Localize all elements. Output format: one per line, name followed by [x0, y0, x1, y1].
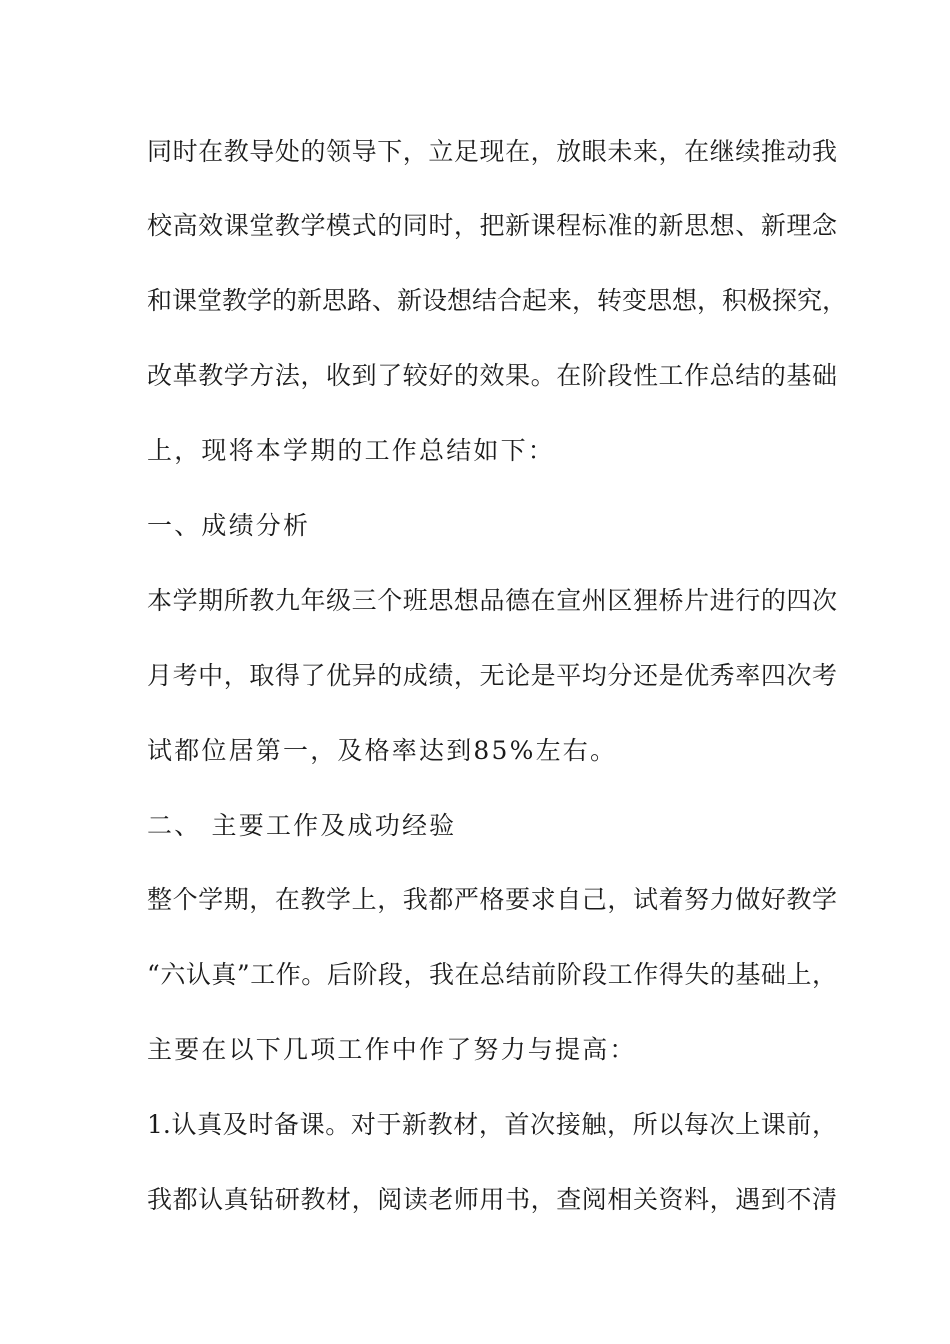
paragraph-line: 同时在教导处的领导下，立足现在，放眼未来，在继续推动我 [147, 137, 837, 166]
section-heading: 一、成绩分析 [147, 511, 311, 540]
paragraph-line: 本学期所教九年级三个班思想品德在宣州区狸桥片进行的四次 [147, 586, 837, 615]
paragraph-line: 月考中，取得了优异的成绩，无论是平均分还是优秀率四次考 [147, 661, 837, 690]
paragraph-line: 我都认真钻研教材，阅读老师用书，查阅相关资料，遇到不清 [147, 1185, 837, 1214]
paragraph-line: 改革教学方法，收到了较好的效果。在阶段性工作总结的基础 [147, 361, 837, 390]
paragraph-line: 和课堂教学的新思路、新设想结合起来，转变思想，积极探究， [147, 286, 848, 315]
paragraph-line: 试都位居第一，及格率达到85%左右。 [147, 736, 618, 765]
list-item-line: 1.认真及时备课。对于新教材，首次接触，所以每次上课前， [147, 1110, 837, 1139]
section-heading: 二、 主要工作及成功经验 [147, 811, 457, 840]
paragraph-line: 整个学期，在教学上，我都严格要求自己，试着努力做好教学 [147, 885, 837, 914]
paragraph-line: 校高效课堂教学模式的同时，把新课程标准的新思想、新理念 [147, 211, 837, 240]
paragraph-line: 上，现将本学期的工作总结如下： [147, 436, 556, 465]
paragraph-line: 主要在以下几项工作中作了努力与提高： [147, 1035, 637, 1064]
paragraph-line: “六认真”工作。后阶段，我在总结前阶段工作得失的基础上， [147, 960, 837, 989]
